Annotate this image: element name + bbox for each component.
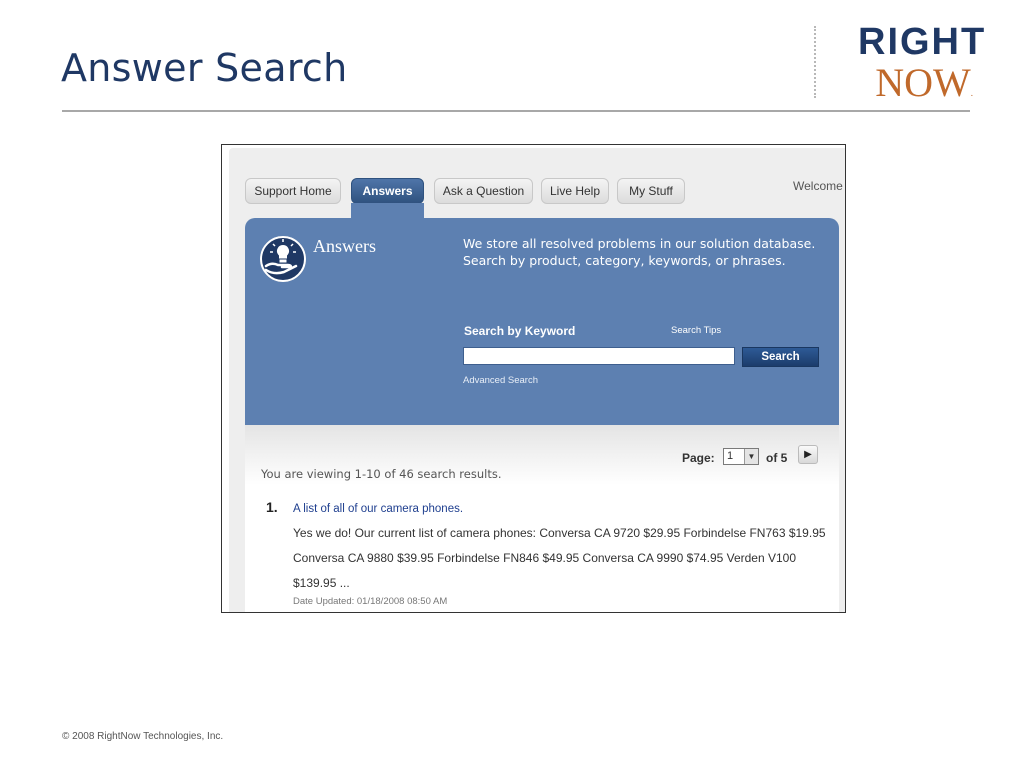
next-arrow-icon[interactable]: ▶ xyxy=(798,445,818,464)
result-snippet: Yes we do! Our current list of camera phones: Conversa CA 9720 $29.95 Forbindelse FN763 $19.95 Conversa CA 9880 $39.95 Forbindelse FN846 $49.95 Conversa CA 9990 $74.95 Verden V100 $139.95 ... xyxy=(293,526,826,590)
rightnow-logo xyxy=(858,21,987,114)
answers-description: We store all resolved problems in our solution database. Search by product, category, keywords, or phrases. xyxy=(463,236,816,268)
support-page xyxy=(229,148,846,613)
title-divider xyxy=(62,110,970,112)
result-date: Date Updated: 01/18/2008 08:50 AM xyxy=(293,596,448,607)
tab-answers[interactable]: Answers xyxy=(351,178,424,204)
tab-support-home[interactable]: Support Home xyxy=(245,178,341,204)
logo-line-right: RIGHT xyxy=(858,21,987,63)
search-results-area xyxy=(245,425,839,613)
search-tips-link[interactable]: Search Tips xyxy=(671,325,722,336)
search-button[interactable]: Search xyxy=(742,347,819,367)
slide-title: Answer Search xyxy=(61,46,348,90)
screenshot-frame xyxy=(221,144,846,613)
advanced-search-link[interactable]: Advanced Search xyxy=(463,375,538,386)
answers-search-panel xyxy=(245,218,839,425)
welcome-text: Welcome xyxy=(793,179,843,193)
answers-heading: Answers xyxy=(313,236,376,256)
footer-copyright: © 2008 RightNow Technologies, Inc. xyxy=(62,731,224,742)
results-summary: You are viewing 1-10 of 46 search results. xyxy=(261,467,502,481)
keyword-search-input[interactable] xyxy=(463,347,735,365)
page-select-value: 1 xyxy=(727,450,734,462)
tab-live-help[interactable]: Live Help xyxy=(541,178,609,204)
logo-divider xyxy=(814,26,816,98)
tab-my-stuff[interactable]: My Stuff xyxy=(617,178,685,204)
result-title-link[interactable]: A list of all of our camera phones. xyxy=(293,503,464,515)
tab-ask-a-question[interactable]: Ask a Question xyxy=(434,178,533,204)
page-count: of 5 xyxy=(766,451,788,465)
page-label: Page: xyxy=(682,451,715,465)
search-by-keyword-label: Search by Keyword xyxy=(464,324,576,338)
logo-line-now: NOW. xyxy=(875,60,973,105)
chevron-down-icon: ▼ xyxy=(744,449,758,464)
lightbulb-hand-icon xyxy=(260,236,306,282)
active-tab-connector xyxy=(351,203,424,219)
result-number: 1. xyxy=(266,499,278,515)
page-select[interactable] xyxy=(723,448,759,465)
